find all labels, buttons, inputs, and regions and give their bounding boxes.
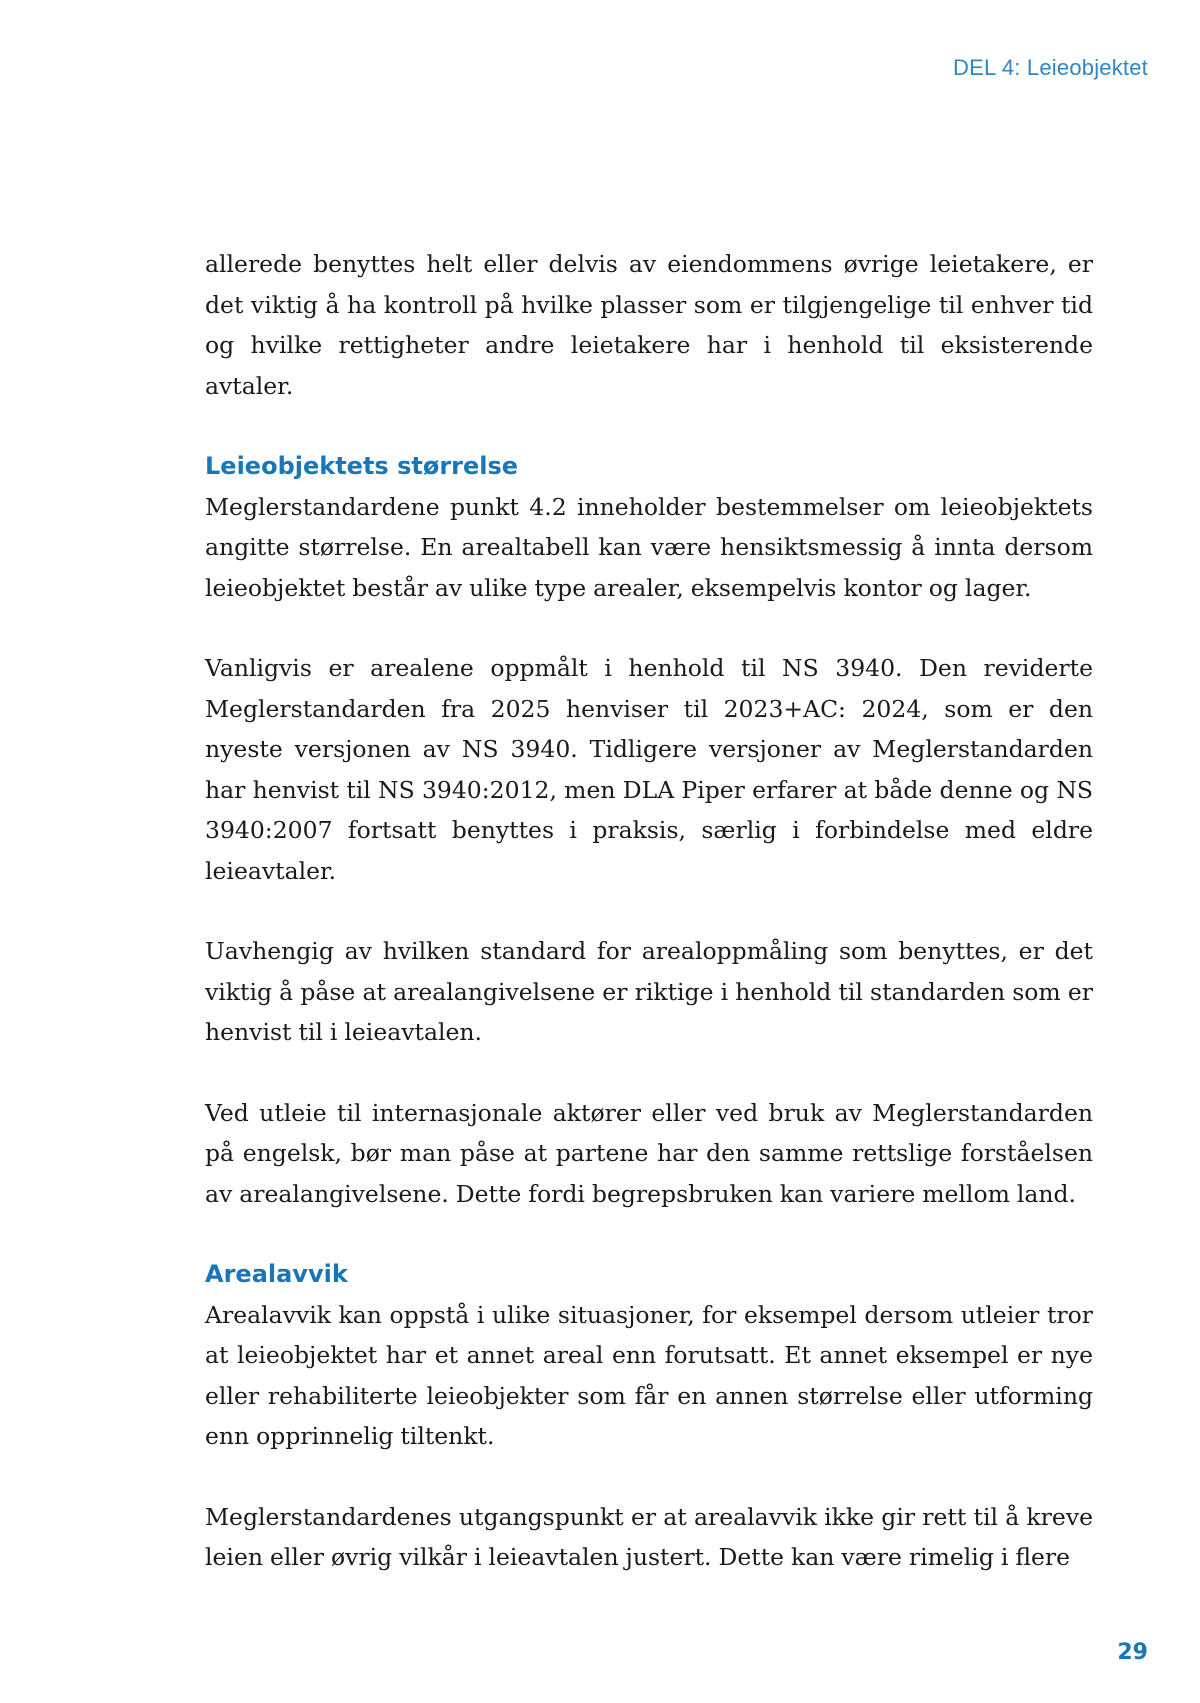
heading-leieobjektets-storrelse: Leieobjektets størrelse: [205, 452, 519, 480]
intro-paragraph: allerede benyttes helt eller delvis av eiendommens øvrige leietakere, er det viktig å ha kontroll på hvilke plasser som er tilgjengelige til enhver tid og hvilke rettigheter andre leietakere har i henhold til eksisterende avtaler.: [205, 250, 1093, 400]
section-header: DEL 4: Leieobjektet: [952, 55, 1148, 80]
deviation-paragraph-2: Meglerstandardenes utgangspunkt er at arealavvik ikke gir rett til å kreve leien eller øvrig vilkår i leieavtalen justert. Dette kan være rimelig i flere: [205, 1502, 1093, 1571]
deviation-paragraph-1: Arealavvik kan oppstå i ulike situasjoner, for eksempel dersom utleier tror at leieobjektet har et annet areal enn forutsatt. Et annet eksempel er nye eller rehabiliterte leieobjekter som får en annen størrelse eller utforming enn opprinnelig tiltenkt.: [205, 1300, 1093, 1450]
size-paragraph-3: Uavhengig av hvilken standard for arealoppmåling som benyttes, er det viktig å påse at arealangivelsene er riktige i henhold til standarden som er henvist til i leieavtalen.: [205, 937, 1093, 1046]
size-paragraph-1: Meglerstandardene punkt 4.2 inneholder bestemmelser om leieobjektets angitte størrelse. En arealtabell kan være hensiktsmessig å innta dersom leieobjektet består av ulike type arealer, eksempelvis kontor og lager.: [205, 492, 1093, 602]
heading-arealavvik: Arealavvik: [205, 1260, 348, 1288]
size-paragraph-4: Ved utleie til internasjonale aktører eller ved bruk av Meglerstandarden på engelsk, bør man påse at partene har den samme rettslige forståelsen av arealangivelsene. Dette fordi begrepsbruken kan variere mellom land.: [205, 1098, 1093, 1208]
page-number: 29: [1117, 1640, 1148, 1665]
size-paragraph-2: Vanligvis er arealene oppmålt i henhold til NS 3940. Den reviderte Meglerstandarden fra 2025 henviser til 2023+AC: 2024, som er den nyeste versjonen av NS 3940. Tidligere versjoner av Meglerstandarden har henvist til NS 3940:2012, men DLA Piper erfarer at både denne og NS 3940:2007 fortsatt benyttes i praksis, særlig i forbindelse med eldre leieavtaler.: [205, 654, 1093, 885]
main-content: [205, 244, 1093, 1578]
